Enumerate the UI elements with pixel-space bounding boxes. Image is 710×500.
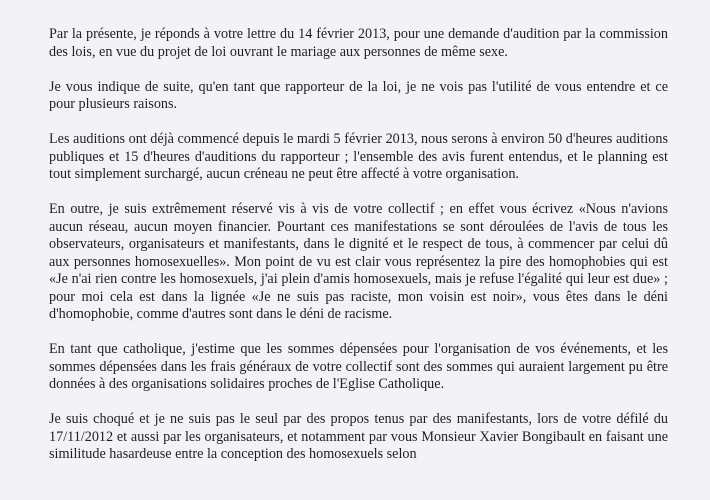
paragraph-shocked: Je suis choqué et je ne suis pas le seul par des propos tenus par des manifestants, lors de votre défilé du 17/11/2012 et aussi par les organisateurs, et notamment par vous Monsieur Xavier Bongibault en faisant une similitude hasardeuse entre la conception des homosexuels selon: [49, 411, 668, 462]
paragraph-reservation: En outre, je suis extrêmement réservé vis à vis de votre collectif ; en effet vous écrivez «Nous n'avions aucun réseau, aucun moyen financier. Pourtant ces manifestations se sont déroulées de l'avis de tous les observateurs, organisateurs et manifestants, dans le dignité et le respect de tous, à commencer par celui dû aux personnes homosexuelles». Mon point de vu est clair vous représentez la pire des homophobies qui est «Je n'ai rien contre les homosexuels, j'ai plein d'amis homosexuels, mais je refuse l'égalité qui leur est due» ; pour moi cela est dans la lignée «Je ne suis pas raciste, mon voisin est noir», vous êtes dans le déni d'homophobie, comme d'autres sont dans le déni de racisme.: [49, 201, 668, 322]
paragraph-catholic: En tant que catholique, j'estime que les sommes dépensées pour l'organisation de vos événements, et les sommes dépensées dans les frais généraux de votre collectif sont des sommes qui auraient largement pu être données à des organisations solidaires proches de l'Eglise Catholique.: [49, 341, 668, 392]
paragraph-audition-request: Par la présente, je réponds à votre lettre du 14 février 2013, pour une demande d'audition par la commission des lois, en vue du projet de loi ouvrant le mariage aux personnes de même sexe.: [49, 26, 668, 60]
paragraph-schedule: Les auditions ont déjà commencé depuis le mardi 5 février 2013, nous serons à environ 50 d'heures auditions publiques et 15 d'heures d'auditions du rapporteur ; l'ensemble des avis furent entendus, et le planning est tout simplement surchargé, aucun créneau ne peut être affecté à votre organisation.: [49, 131, 668, 182]
paragraph-refusal: Je vous indique de suite, qu'en tant que rapporteur de la loi, je ne vois pas l'utilité de vous entendre et ce pour plusieurs raisons.: [49, 78, 668, 112]
letter-body: [49, 26, 668, 481]
